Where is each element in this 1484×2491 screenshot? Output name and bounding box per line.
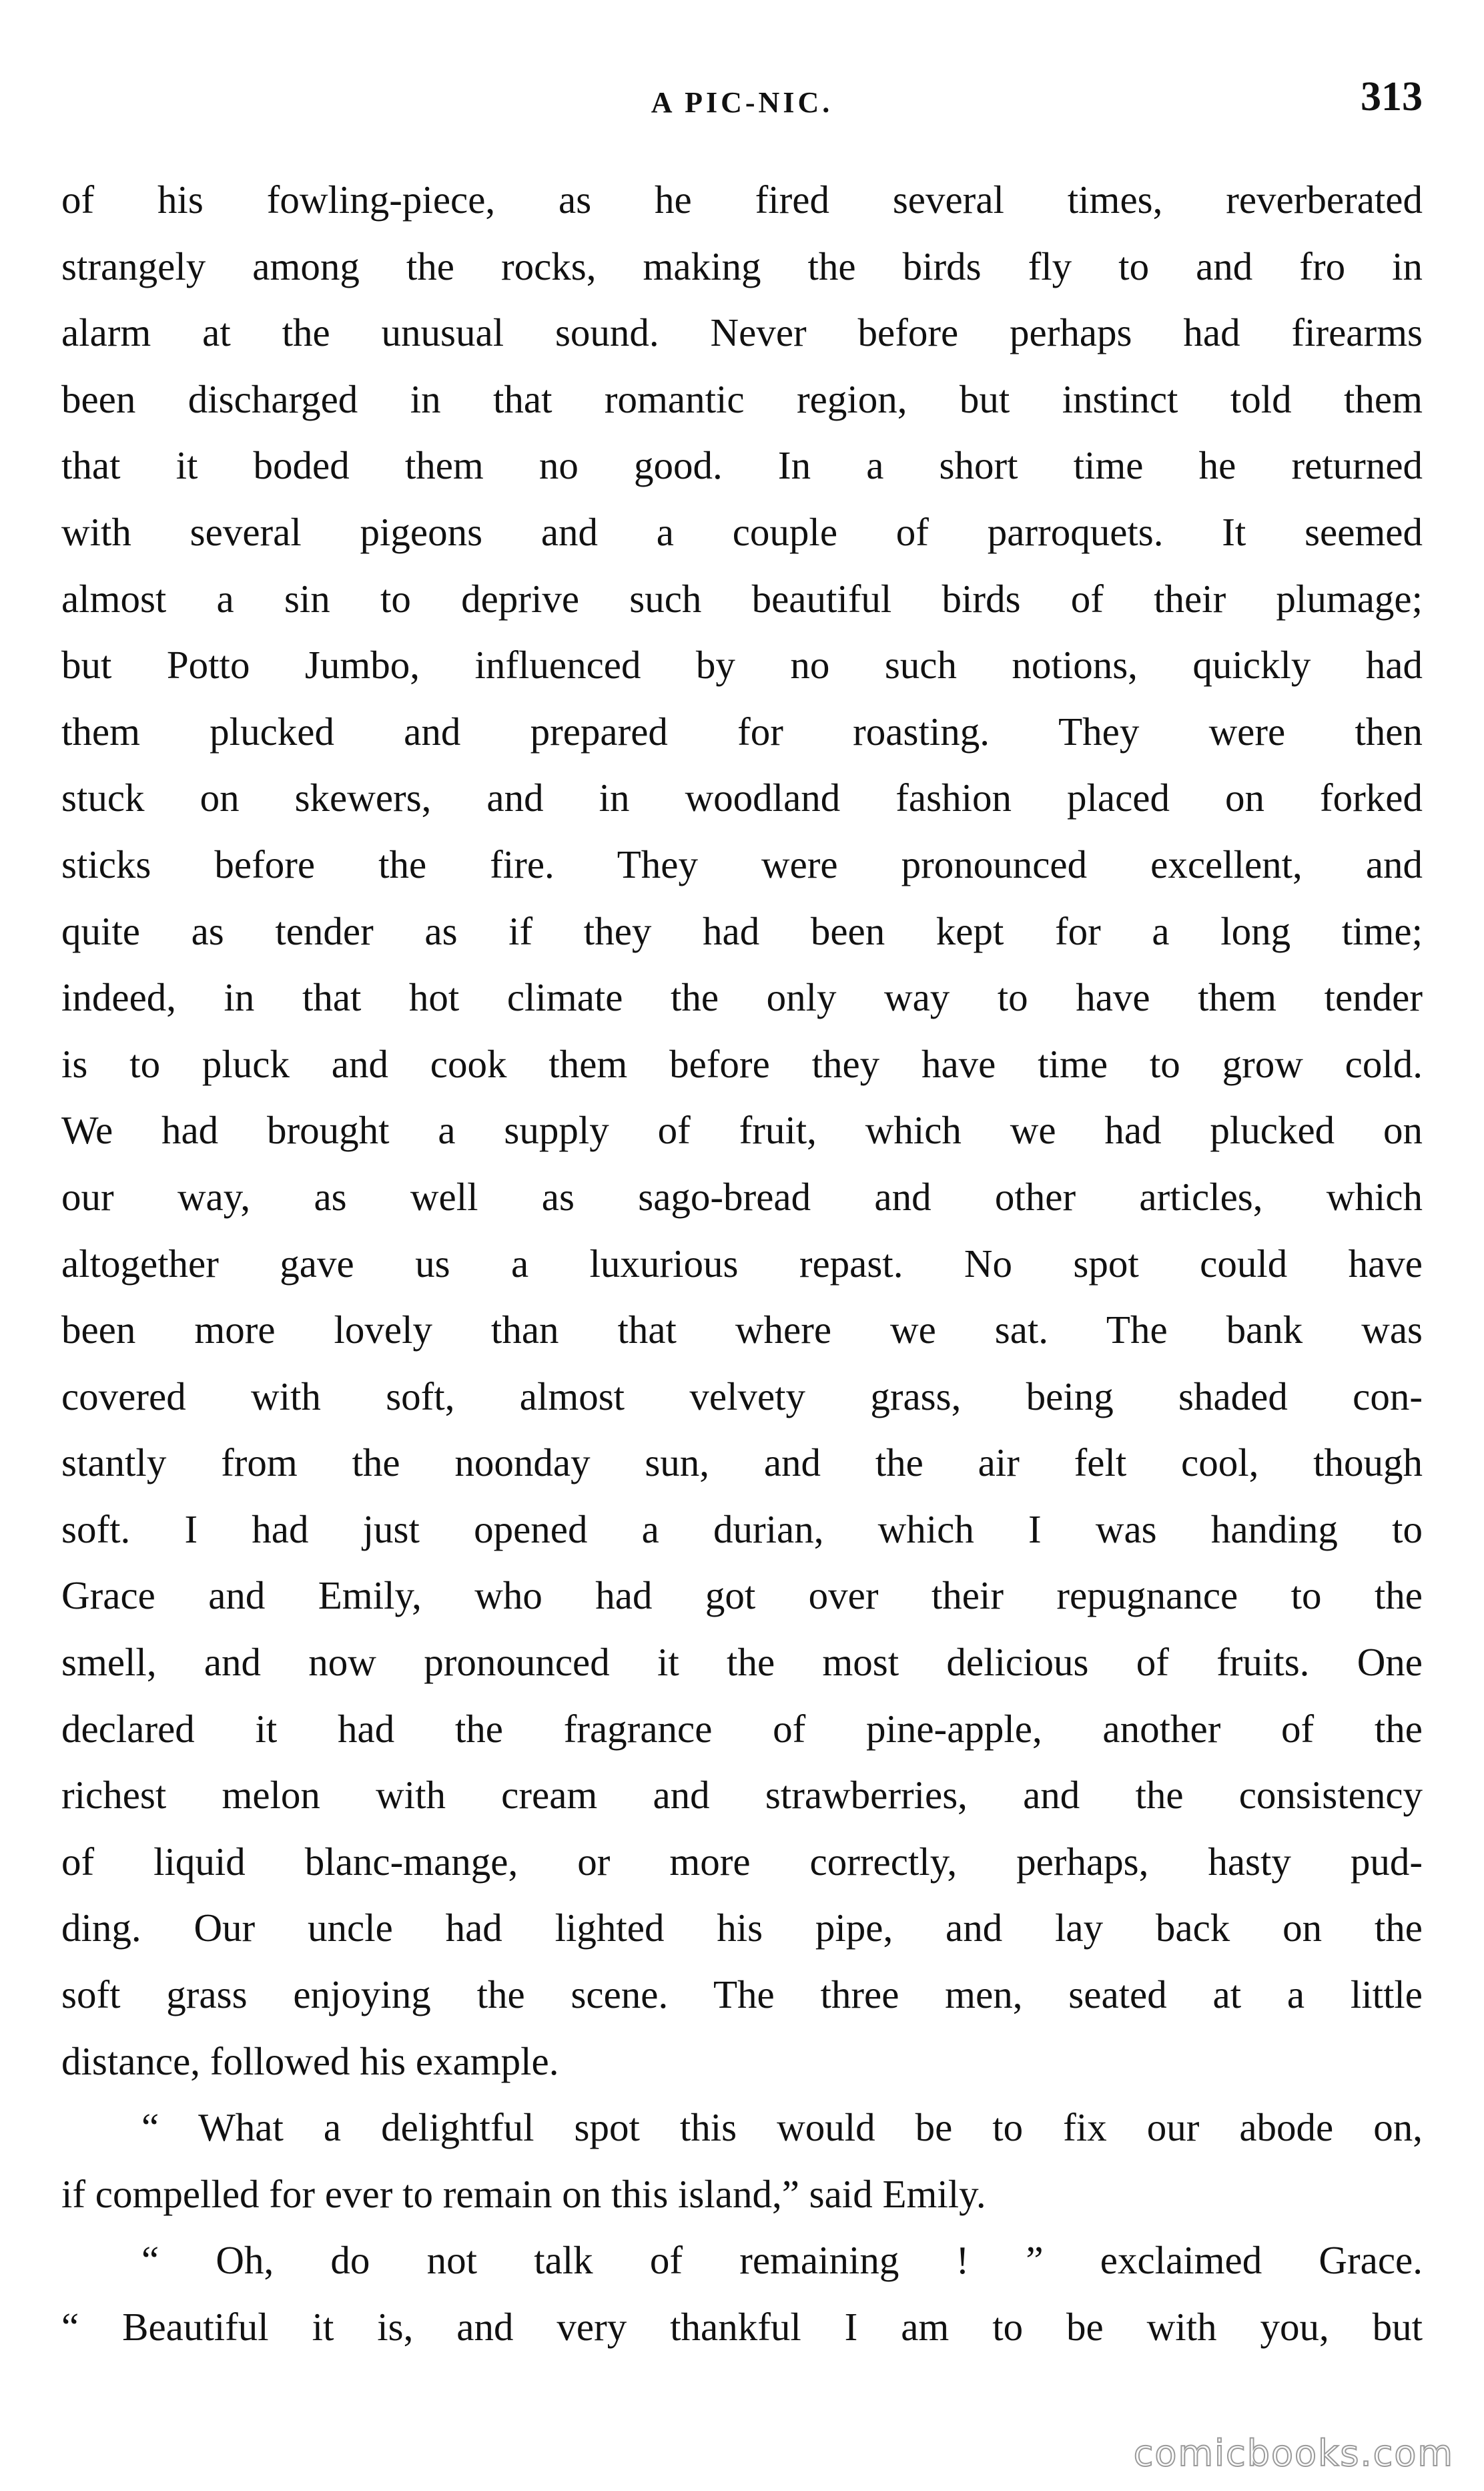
text-line: with several pigeons and a couple of parroquets. It seemed (61, 509, 1423, 554)
text-line: soft. I had just opened a durian, which I was handing to (61, 1506, 1423, 1551)
text-line: altogether gave us a luxurious repast. No spot could have (61, 1241, 1423, 1286)
text-line: “ What a delightful spot this would be to fix our abode on, (141, 2105, 1423, 2150)
text-line: “ Beautiful it is, and very thankful I am to be with you, but (61, 2305, 1423, 2349)
text-line: been more lovely than that where we sat. The bank was (61, 1308, 1423, 1352)
text-line: smell, and now pronounced it the most delicious of fruits. One (61, 1640, 1423, 1685)
text-line: indeed, in that hot climate the only way to have them tender (61, 975, 1423, 1020)
text-line: of his fowling-piece, as he fired several times, reverberated (61, 178, 1423, 222)
text-line: stantly from the noonday sun, and the air felt cool, though (61, 1440, 1423, 1485)
running-head (0, 73, 1484, 120)
text-line: quite as tender as if they had been kept for a long time; (61, 908, 1423, 953)
text-line: declared it had the fragrance of pine-apple, another of the (61, 1706, 1423, 1751)
text-line: strangely among the rocks, making the birds fly to and fro in (61, 244, 1423, 288)
text-line: stuck on skewers, and in woodland fashion placed on forked (61, 776, 1423, 820)
text-line: if compelled for ever to remain on this island,” said Emily. (61, 2171, 986, 2216)
text-line: been discharged in that romantic region, but instinct told them (61, 376, 1423, 421)
text-line: alarm at the unusual sound. Never before perhaps had firearms (61, 310, 1423, 355)
text-line: distance, followed his example. (61, 2038, 559, 2083)
text-line: soft grass enjoying the scene. The three men, seated at a little (61, 1972, 1423, 2017)
text-line: but Potto Jumbo, influenced by no such notions, quickly had (61, 643, 1423, 687)
text-line: ding. Our uncle had lighted his pipe, and lay back on the (61, 1906, 1423, 1950)
text-line: covered with soft, almost velvety grass, being shaded con- (61, 1374, 1423, 1418)
text-line: is to pluck and cook them before they have time to grow cold. (61, 1041, 1423, 1086)
text-line: richest melon with cream and strawberries, and the consistency (61, 1773, 1423, 1818)
text-line: our way, as well as sago-bread and other articles, which (61, 1174, 1423, 1219)
text-line: “ Oh, do not talk of remaining ! ” exclaimed Grace. (141, 2238, 1423, 2283)
text-line: of liquid blanc-mange, or more correctly, perhaps, hasty pud- (61, 1839, 1423, 1884)
text-line: them plucked and prepared for roasting. They were then (61, 709, 1423, 754)
text-line: almost a sin to deprive such beautiful birds of their plumage; (61, 576, 1423, 621)
text-line: sticks before the fire. They were pronounced excellent, and (61, 842, 1423, 886)
text-line: that it boded them no good. In a short time he returned (61, 443, 1423, 488)
body-text (61, 167, 1423, 2361)
text-line: Grace and Emily, who had got over their repugnance to the (61, 1573, 1423, 1618)
watermark: comicbooks.com (1133, 2432, 1454, 2474)
text-line: We had brought a supply of fruit, which we had plucked on (61, 1108, 1423, 1153)
page-number: 313 (1361, 74, 1423, 119)
running-title: A PIC-NIC. (651, 86, 833, 119)
